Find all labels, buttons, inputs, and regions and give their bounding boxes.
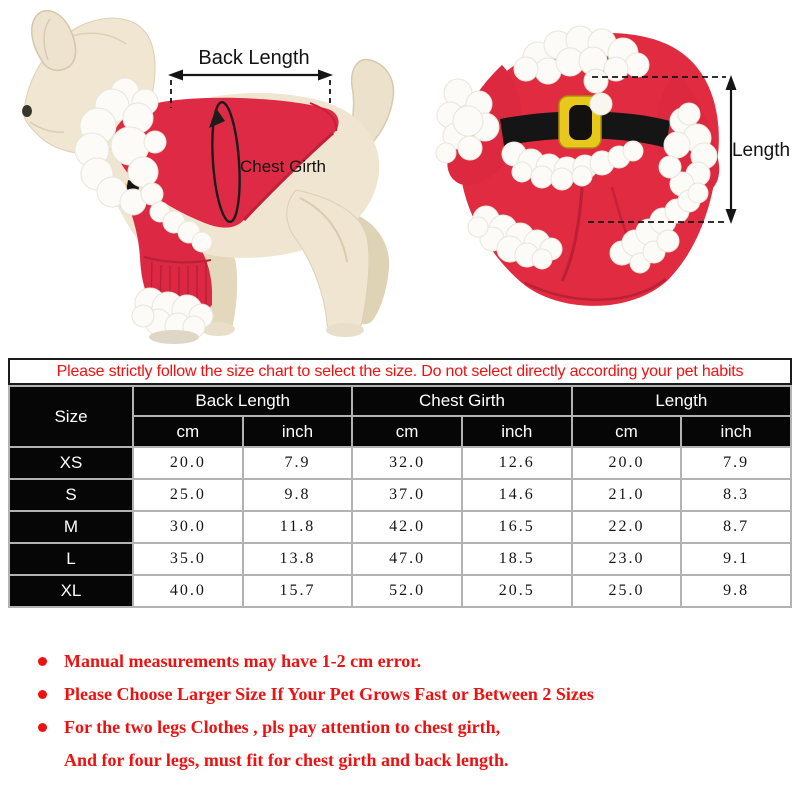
size-label: L [9,543,133,575]
table-cell: 25.0 [133,479,243,511]
table-cell: 20.0 [133,447,243,479]
table-cell: 30.0 [133,511,243,543]
table-cell: 40.0 [133,575,243,607]
dog-nose [22,105,32,117]
table-cell: 9.8 [243,479,353,511]
unit-header: inch [243,416,353,447]
table-cell: 25.0 [572,575,682,607]
table-cell: 9.1 [681,543,791,575]
table-cell: 9.8 [681,575,791,607]
table-cell: 20.5 [462,575,572,607]
back-length-label: Back Length [198,47,310,69]
table-group-header-row [9,386,791,416]
table-cell: 15.7 [243,575,353,607]
table-cell: 8.7 [681,511,791,543]
table-cell: 13.8 [243,543,353,575]
length-header: Length [572,386,791,416]
note-text: And for four legs, must fit for chest girth and back length. [64,750,509,770]
unit-header: inch [462,416,572,447]
size-label: XL [9,575,133,607]
size-column-header: Size [9,386,133,447]
table-cell: 32.0 [352,447,462,479]
table-cell: 47.0 [352,543,462,575]
table-row-m [9,511,791,543]
note-item-continuation [8,744,792,777]
note-text: For the two legs Clothes , pls pay attention to chest girth, [64,717,501,737]
dog-ear [32,11,76,71]
table-cell: 16.5 [462,511,572,543]
size-table [8,385,792,608]
table-cell: 18.5 [462,543,572,575]
length-label: Length [731,140,791,161]
table-cell: 37.0 [352,479,462,511]
table-cell: 14.6 [462,479,572,511]
size-label: M [9,511,133,543]
table-cell: 35.0 [133,543,243,575]
dog-mannequin-photo [0,0,430,358]
note-item [8,645,792,678]
table-cell: 7.9 [681,447,791,479]
table-row-xl [9,575,791,607]
note-text: Please Choose Larger Size If Your Pet Grows Fast or Between 2 Sizes [64,684,594,704]
table-cell: 21.0 [572,479,682,511]
bullet-icon [38,657,47,666]
note-text: Manual measurements may have 1-2 cm error. [64,651,422,671]
unit-header: inch [681,416,791,447]
chest-girth-header: Chest Girth [352,386,571,416]
table-cell: 11.8 [243,511,353,543]
table-cell: 52.0 [352,575,462,607]
size-warning-banner: Please strictly follow the size chart to select the size. Do not select directly according your pet habits [8,358,792,385]
table-cell: 8.3 [681,479,791,511]
santa-costume-photo [430,15,800,345]
chest-girth-label: Chest Girth [240,157,326,176]
table-cell: 42.0 [352,511,462,543]
unit-header: cm [352,416,462,447]
back-length-header: Back Length [133,386,352,416]
table-cell: 22.0 [572,511,682,543]
table-cell: 20.0 [572,447,682,479]
bullet-icon [38,690,47,699]
notes-section [8,645,792,777]
size-label: S [9,479,133,511]
table-cell: 23.0 [572,543,682,575]
note-item [8,711,792,744]
table-cell: 12.6 [462,447,572,479]
note-item [8,678,792,711]
unit-header: cm [133,416,243,447]
unit-header: cm [572,416,682,447]
size-label: XS [9,447,133,479]
table-row-l [9,543,791,575]
table-cell: 7.9 [243,447,353,479]
table-row-s [9,479,791,511]
table-row-xs [9,447,791,479]
bullet-icon [38,723,47,732]
